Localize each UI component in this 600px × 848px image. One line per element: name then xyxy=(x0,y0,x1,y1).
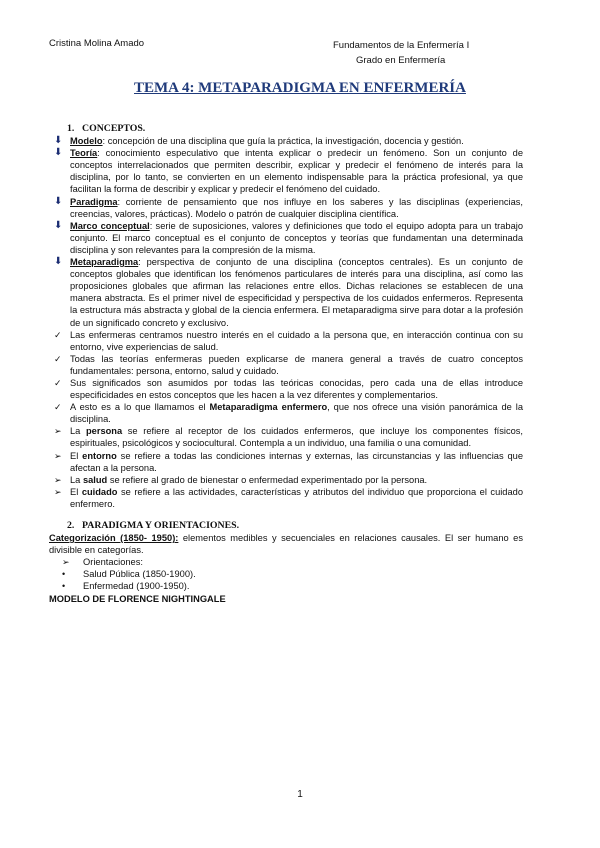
orientacion-text: Salud Pública (1850-1900). xyxy=(83,569,196,580)
concept-pre: La xyxy=(70,426,86,437)
concept-term: persona xyxy=(85,426,123,437)
checkmark-icon: ✓ xyxy=(54,353,62,364)
concept-term: cuidado xyxy=(81,486,118,497)
bullet-dot-icon: • xyxy=(62,581,66,592)
arrowhead-bullet-icon: ➢ xyxy=(54,486,62,497)
section-number: 1. xyxy=(67,123,75,134)
categorizacion-text: elementos medibles y secuenciales en relaciones causales. El ser humano es divisible en categorías. xyxy=(49,533,523,556)
definition-term: Paradigma xyxy=(70,196,118,207)
header-course: Fundamentos de la Enfermería I xyxy=(333,40,470,51)
checkmark-icon: ✓ xyxy=(54,377,62,388)
model-heading: MODELO DE FLORENCE NIGHTINGALE xyxy=(49,593,226,604)
header-course-block xyxy=(333,38,469,68)
check-item xyxy=(49,353,523,377)
definition-text: : perspectiva de conjunto de una disciplina (conceptos centrales). Es un conjunto de conceptos globales que identifican los fenómenos particulares de interés para una disciplina, así como las proposiciones globales que afirman las relaciones entre ellos. Dichas relaciones se establecen de una manera abstracta. Es el primer nivel de especificidad y perspectiva de los cuidados enfermeros. Representa la estructura más abstracta y global de la ciencia enfermera. El metaparadigma sirve para dotar a la profesión de un significado concreto y exclusivo. xyxy=(70,257,523,328)
concept-text: se refiere a todas las condiciones internas y externas, las circunstancias y las influencias que afectan a la persona. xyxy=(70,450,523,473)
concept-term: salud xyxy=(82,474,108,485)
definition-item xyxy=(49,196,523,220)
concept-pre: El xyxy=(70,450,83,461)
check-text: Todas las teorías enfermeras pueden explicarse de manera general a través de cuatro conceptos fundamentales: persona, entorno, salud y cuidado. xyxy=(70,353,523,376)
definition-term: Metaparadigma xyxy=(70,257,139,268)
section-title: CONCEPTOS. xyxy=(82,123,146,134)
page-title-text: TEMA 4: METAPARADIGMA EN ENFERMERÍA xyxy=(134,80,466,96)
check-text-pre: A esto es a lo que llamamos el xyxy=(70,402,210,413)
bullet-dot-icon: • xyxy=(62,569,66,580)
arrowhead-bullet-icon: ➢ xyxy=(54,426,62,437)
section-heading-2 xyxy=(67,520,523,532)
concept-item xyxy=(49,450,523,474)
check-text-post: , que nos ofrece una visión panorámica de la disciplina. xyxy=(70,402,523,425)
definition-text: : serie de suposiciones, valores y definiciones que todo el equipo adopta para un trabajo conjunto. El marco conceptual es el conjunto de conceptos y teorías que fundamentan una determinada disciplina y son relevantes para la compresión de la misma. xyxy=(70,220,523,255)
definition-item xyxy=(49,147,523,195)
checkmark-icon: ✓ xyxy=(54,402,62,413)
arrowhead-bullet-icon: ➢ xyxy=(54,450,62,461)
arrow-down-bullet-icon: ⬇ xyxy=(54,219,63,231)
check-text: Las enfermeras centramos nuestro interés en el cuidado a la persona que, en interacción continua con su entorno, vive experiencias de salud. xyxy=(70,329,523,352)
arrowhead-bullet-icon: ➢ xyxy=(54,474,62,485)
check-item xyxy=(49,329,523,353)
orientaciones-label: Orientaciones: xyxy=(83,557,143,568)
orientaciones-item xyxy=(49,556,523,568)
orientacion-subitem xyxy=(49,580,523,592)
concept-text: se refiere a las actividades, características y atributos del individuo que proporciona el cuidado enfermero. xyxy=(70,486,523,509)
check-item xyxy=(49,401,523,425)
concept-item xyxy=(49,474,523,486)
definition-term: Teoría xyxy=(70,148,98,159)
orientacion-subitem xyxy=(49,568,523,580)
arrow-down-bullet-icon: ⬇ xyxy=(54,195,63,207)
section-number: 2. xyxy=(67,520,75,531)
definition-text: : corriente de pensamiento que nos influye en los saberes y las disciplinas (experiencias, creencias, valores, prácticas). Modelo o patrón de cualquier disciplina científica. xyxy=(70,196,523,219)
page-title xyxy=(0,80,600,97)
concept-pre: La xyxy=(70,474,83,485)
arrow-down-bullet-icon: ⬇ xyxy=(54,147,63,159)
definition-text: : conocimiento especulativo que intenta explicar o predecir un fenómeno. Son un conjunto de conceptos interrelacionados que permiten describir, explicar y predecir el fenómeno de interés para la disciplina, por lo tanto, se convierten en un elemento indispensable para la práctica profesional, ya que facilitan la forma de describir y explicar y predecir el fenómeno del cuidado. xyxy=(70,148,523,195)
document-body xyxy=(49,123,523,605)
header-author: Cristina Molina Amado xyxy=(49,38,145,49)
orientacion-text: Enfermedad (1900-1950). xyxy=(83,581,190,592)
concept-text: se refiere al grado de bienestar o enfermedad experimentado por la persona. xyxy=(107,474,428,485)
checkmark-icon: ✓ xyxy=(54,329,62,340)
definition-item xyxy=(49,256,523,329)
concept-item xyxy=(49,486,523,510)
categorizacion-paragraph xyxy=(49,532,523,556)
arrow-down-bullet-icon: ⬇ xyxy=(54,135,63,147)
concept-pre: El xyxy=(70,486,82,497)
arrowhead-bullet-icon: ➢ xyxy=(62,557,70,568)
concept-text: se refiere al receptor de los cuidados enfermeros, que incluye los componentes físicos, espirituales, psicológicos y sociocultural. Contempla a un individuo, una familia o una comunidad. xyxy=(70,426,523,449)
definition-text: : concepción de una disciplina que guía la práctica, la investigación, docencia y gestión. xyxy=(102,136,464,147)
definition-term: Modelo xyxy=(70,136,103,147)
check-text-bold: Metaparadigma enfermero xyxy=(209,402,328,413)
section-heading-1 xyxy=(67,123,523,135)
header-degree: Grado en Enfermería xyxy=(356,55,446,66)
page-number: 1 xyxy=(297,789,303,800)
section-title: PARADIGMA Y ORIENTACIONES. xyxy=(82,520,240,531)
categorizacion-label: Categorización (1850- 1950): xyxy=(49,533,179,544)
check-text: Sus significados son asumidos por todas las teóricas conocidas, pero cada una de ellas introduce especificidades en estos conceptos que les hacen a la vez diferentes y complementarios. xyxy=(70,377,523,401)
definition-item xyxy=(49,135,523,147)
concept-term: entorno xyxy=(82,450,117,461)
definition-item xyxy=(49,220,523,256)
arrow-down-bullet-icon: ⬇ xyxy=(54,256,63,268)
concept-item xyxy=(49,425,523,449)
check-item xyxy=(49,377,523,401)
definition-term: Marco conceptual xyxy=(70,220,150,231)
